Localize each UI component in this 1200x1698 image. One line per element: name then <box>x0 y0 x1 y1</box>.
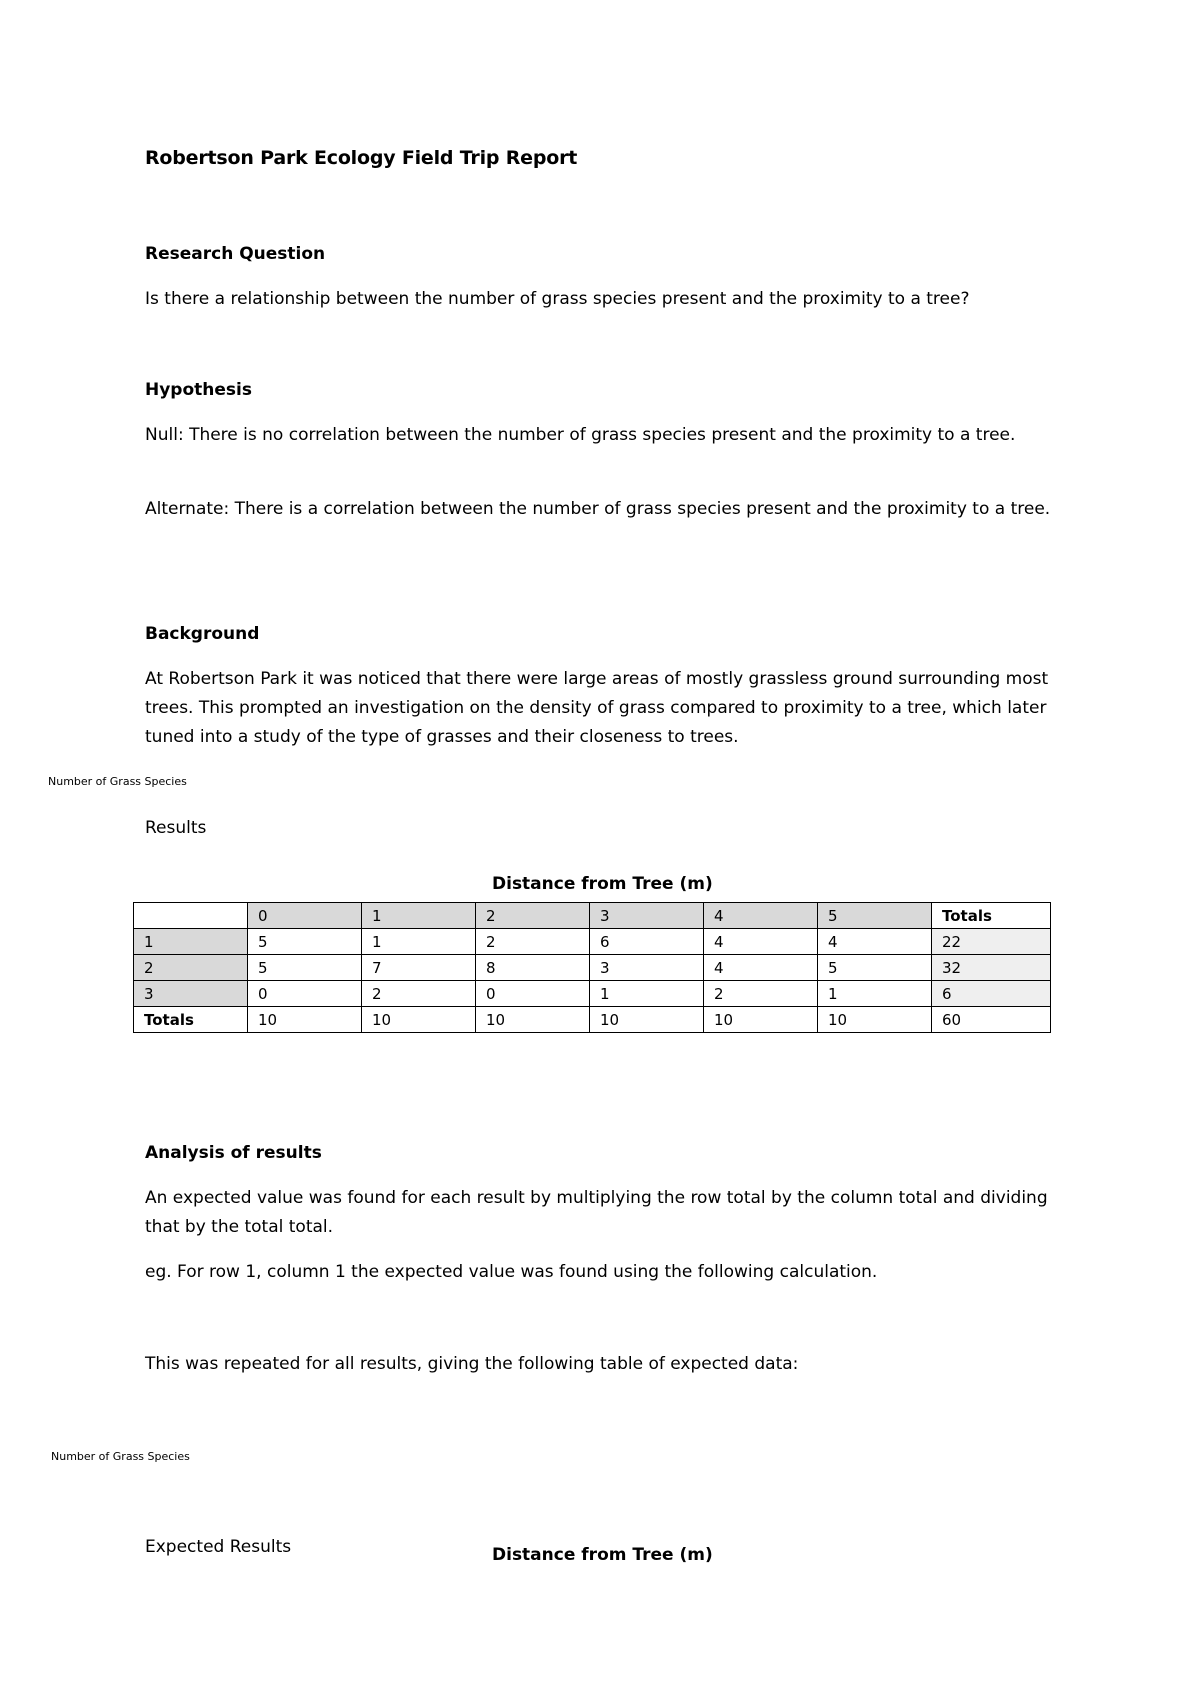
table-cell: 5 <box>818 955 932 981</box>
table-cell: 0 <box>248 981 362 1007</box>
research-question-text: Is there a relationship between the number of grass species present and the proximity to a tree? <box>145 289 970 309</box>
column-total-cell: 10 <box>362 1007 476 1033</box>
table-cell: 3 <box>590 955 704 981</box>
header-cell: 0 <box>248 903 362 929</box>
header-cell: 2 <box>476 903 590 929</box>
table-cell: 5 <box>248 929 362 955</box>
table-cell: 5 <box>248 955 362 981</box>
table-cell: 1 <box>362 929 476 955</box>
expected-results-label: Expected Results <box>145 1537 292 1557</box>
background-heading: Background <box>145 624 260 644</box>
grand-total-cell: 60 <box>932 1007 1051 1033</box>
y-axis-label-2: Number of Grass Species <box>51 1450 190 1463</box>
hypothesis-heading: Hypothesis <box>145 380 252 400</box>
table-cell: 8 <box>476 955 590 981</box>
table-cell: 6 <box>590 929 704 955</box>
table-cell: 2 <box>362 981 476 1007</box>
header-cell: 4 <box>704 903 818 929</box>
background-text: At Robertson Park it was noticed that there were large areas of mostly grassless ground surrounding most trees. This prompted an investigation on the density of grass compared to proximity to a tree, which later tuned into a study of the type of grasses and their closeness to trees. <box>145 669 1049 747</box>
table-row <box>134 981 1051 1007</box>
column-total-cell: 10 <box>590 1007 704 1033</box>
table-row <box>134 955 1051 981</box>
column-total-cell: 10 <box>818 1007 932 1033</box>
table-row <box>134 929 1051 955</box>
header-cell: 3 <box>590 903 704 929</box>
analysis-paragraph-3: This was repeated for all results, giving the following table of expected data: <box>145 1354 799 1374</box>
table-cell: 2 <box>704 981 818 1007</box>
row-label-cell: 3 <box>134 981 248 1007</box>
table-totals-row <box>134 1007 1051 1033</box>
report-title: Robertson Park Ecology Field Trip Report <box>145 147 578 169</box>
column-total-cell: 10 <box>704 1007 818 1033</box>
table-cell: 1 <box>818 981 932 1007</box>
row-label-cell: 1 <box>134 929 248 955</box>
expected-table-caption: Distance from Tree (m) <box>492 1545 713 1565</box>
y-axis-label: Number of Grass Species <box>48 775 187 788</box>
row-total-cell: 22 <box>932 929 1051 955</box>
table-cell: 4 <box>818 929 932 955</box>
results-heading: Results <box>145 818 207 838</box>
table-caption: Distance from Tree (m) <box>492 874 713 894</box>
column-total-cell: 10 <box>248 1007 362 1033</box>
analysis-paragraph-2: eg. For row 1, column 1 the expected value was found using the following calculation. <box>145 1262 878 1282</box>
table-cell: 2 <box>476 929 590 955</box>
header-cell: Totals <box>932 903 1051 929</box>
row-total-cell: 32 <box>932 955 1051 981</box>
analysis-paragraph-1: An expected value was found for each result by multiplying the row total by the column total and dividing that by the total total. <box>145 1188 1048 1237</box>
table-cell: 4 <box>704 955 818 981</box>
table-cell: 1 <box>590 981 704 1007</box>
analysis-heading: Analysis of results <box>145 1143 322 1163</box>
table-cell: 4 <box>704 929 818 955</box>
header-cell: 5 <box>818 903 932 929</box>
table-header-row <box>134 903 1051 929</box>
row-label-cell: 2 <box>134 955 248 981</box>
research-question-heading: Research Question <box>145 244 326 264</box>
column-total-cell: 10 <box>476 1007 590 1033</box>
table-cell: 0 <box>476 981 590 1007</box>
header-cell: 1 <box>362 903 476 929</box>
table-cell: 7 <box>362 955 476 981</box>
alternate-hypothesis-text: Alternate: There is a correlation between the number of grass species present and the proximity to a tree. <box>145 499 1051 519</box>
row-total-cell: 6 <box>932 981 1051 1007</box>
results-table <box>133 902 1051 1033</box>
row-label-cell: Totals <box>134 1007 248 1033</box>
null-hypothesis-text: Null: There is no correlation between the number of grass species present and the proximity to a tree. <box>145 425 1016 445</box>
header-cell <box>134 903 248 929</box>
